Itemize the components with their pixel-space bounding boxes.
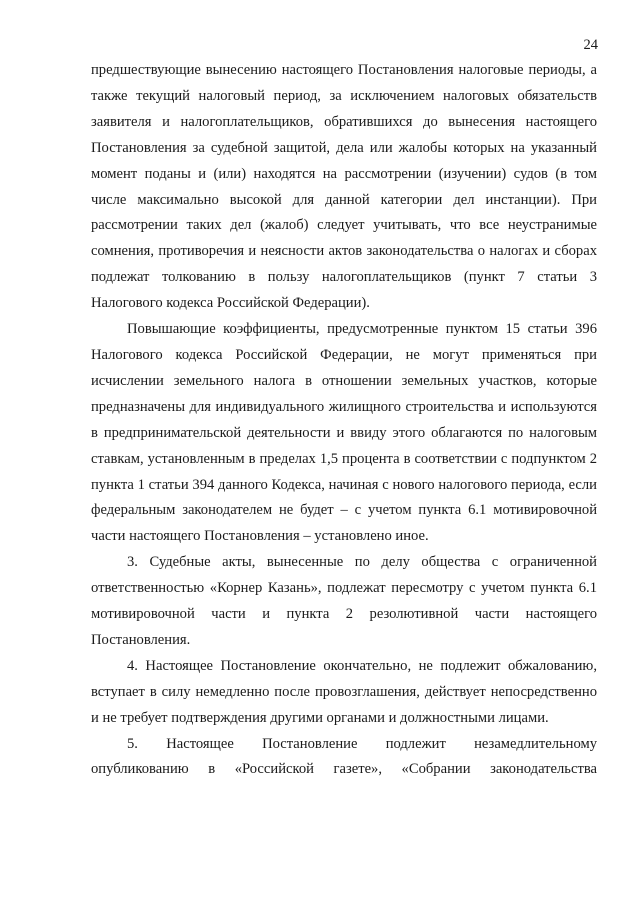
paragraph-item-4: 4. Настоящее Постановление окончательно, не подлежит обжалованию, вступает в силу немедленно после провозглашения, действует непосредственно и не требует подтверждения другими органами и должностными лицами.: [91, 657, 597, 726]
paragraph-continuation: предшествующие вынесению настоящего Постановления налоговые периоды, а также текущий налоговый период, за исключением налоговых обязательств заявителя и налогоплательщиков, обратившихся до вынесения настоящего Постановления за судебной защитой, дела или жалобы которых на указанный момент поданы и (или) находятся на рассмотрении (изучении) судов (в том числе максимально высокой для данной категории дел инстанции). При рассмотрении таких дел (жалоб) следует учитывать, что все неустранимые сомнения, противоречия и неясности актов законодательства о налогах и сборах подлежат толкованию в пользу налогоплательщиков (пункт 7 статьи 3 Налогового кодекса Российской Федерации).: [91, 62, 597, 312]
document-body: [91, 58, 597, 783]
paragraph-coefficients: Повышающие коэффициенты, предусмотренные пунктом 15 статьи 396 Налогового кодекса Российской Федерации, не могут применяться при исчислении земельного налога в отношении земельных участков, которые предназначены для индивидуального жилищного строительства и используются в предпринимательской деятельности и ввиду этого облагаются по налоговым ставкам, установленным в пределах 1,5 процента в соответствии с подпунктом 2 пункта 1 статьи 394 данного Кодекса, начиная с нового налогового периода, если федеральным законодателем не будет – с учетом пункта 6.1 мотивировочной части настоящего Постановления – установлено иное.: [91, 321, 597, 545]
paragraph-item-5: 5. Настоящее Постановление подлежит незамедлительному опубликованию в «Российской газете», «Собрании законодательства: [91, 735, 597, 778]
paragraph-item-3: 3. Судебные акты, вынесенные по делу общества с ограниченной ответственностью «Корнер Казань», подлежат пересмотру с учетом пункта 6.1 мотивировочной части и пункта 2 резолютивной части настоящего Постановления.: [91, 554, 597, 648]
page-number: 24: [583, 37, 598, 53]
